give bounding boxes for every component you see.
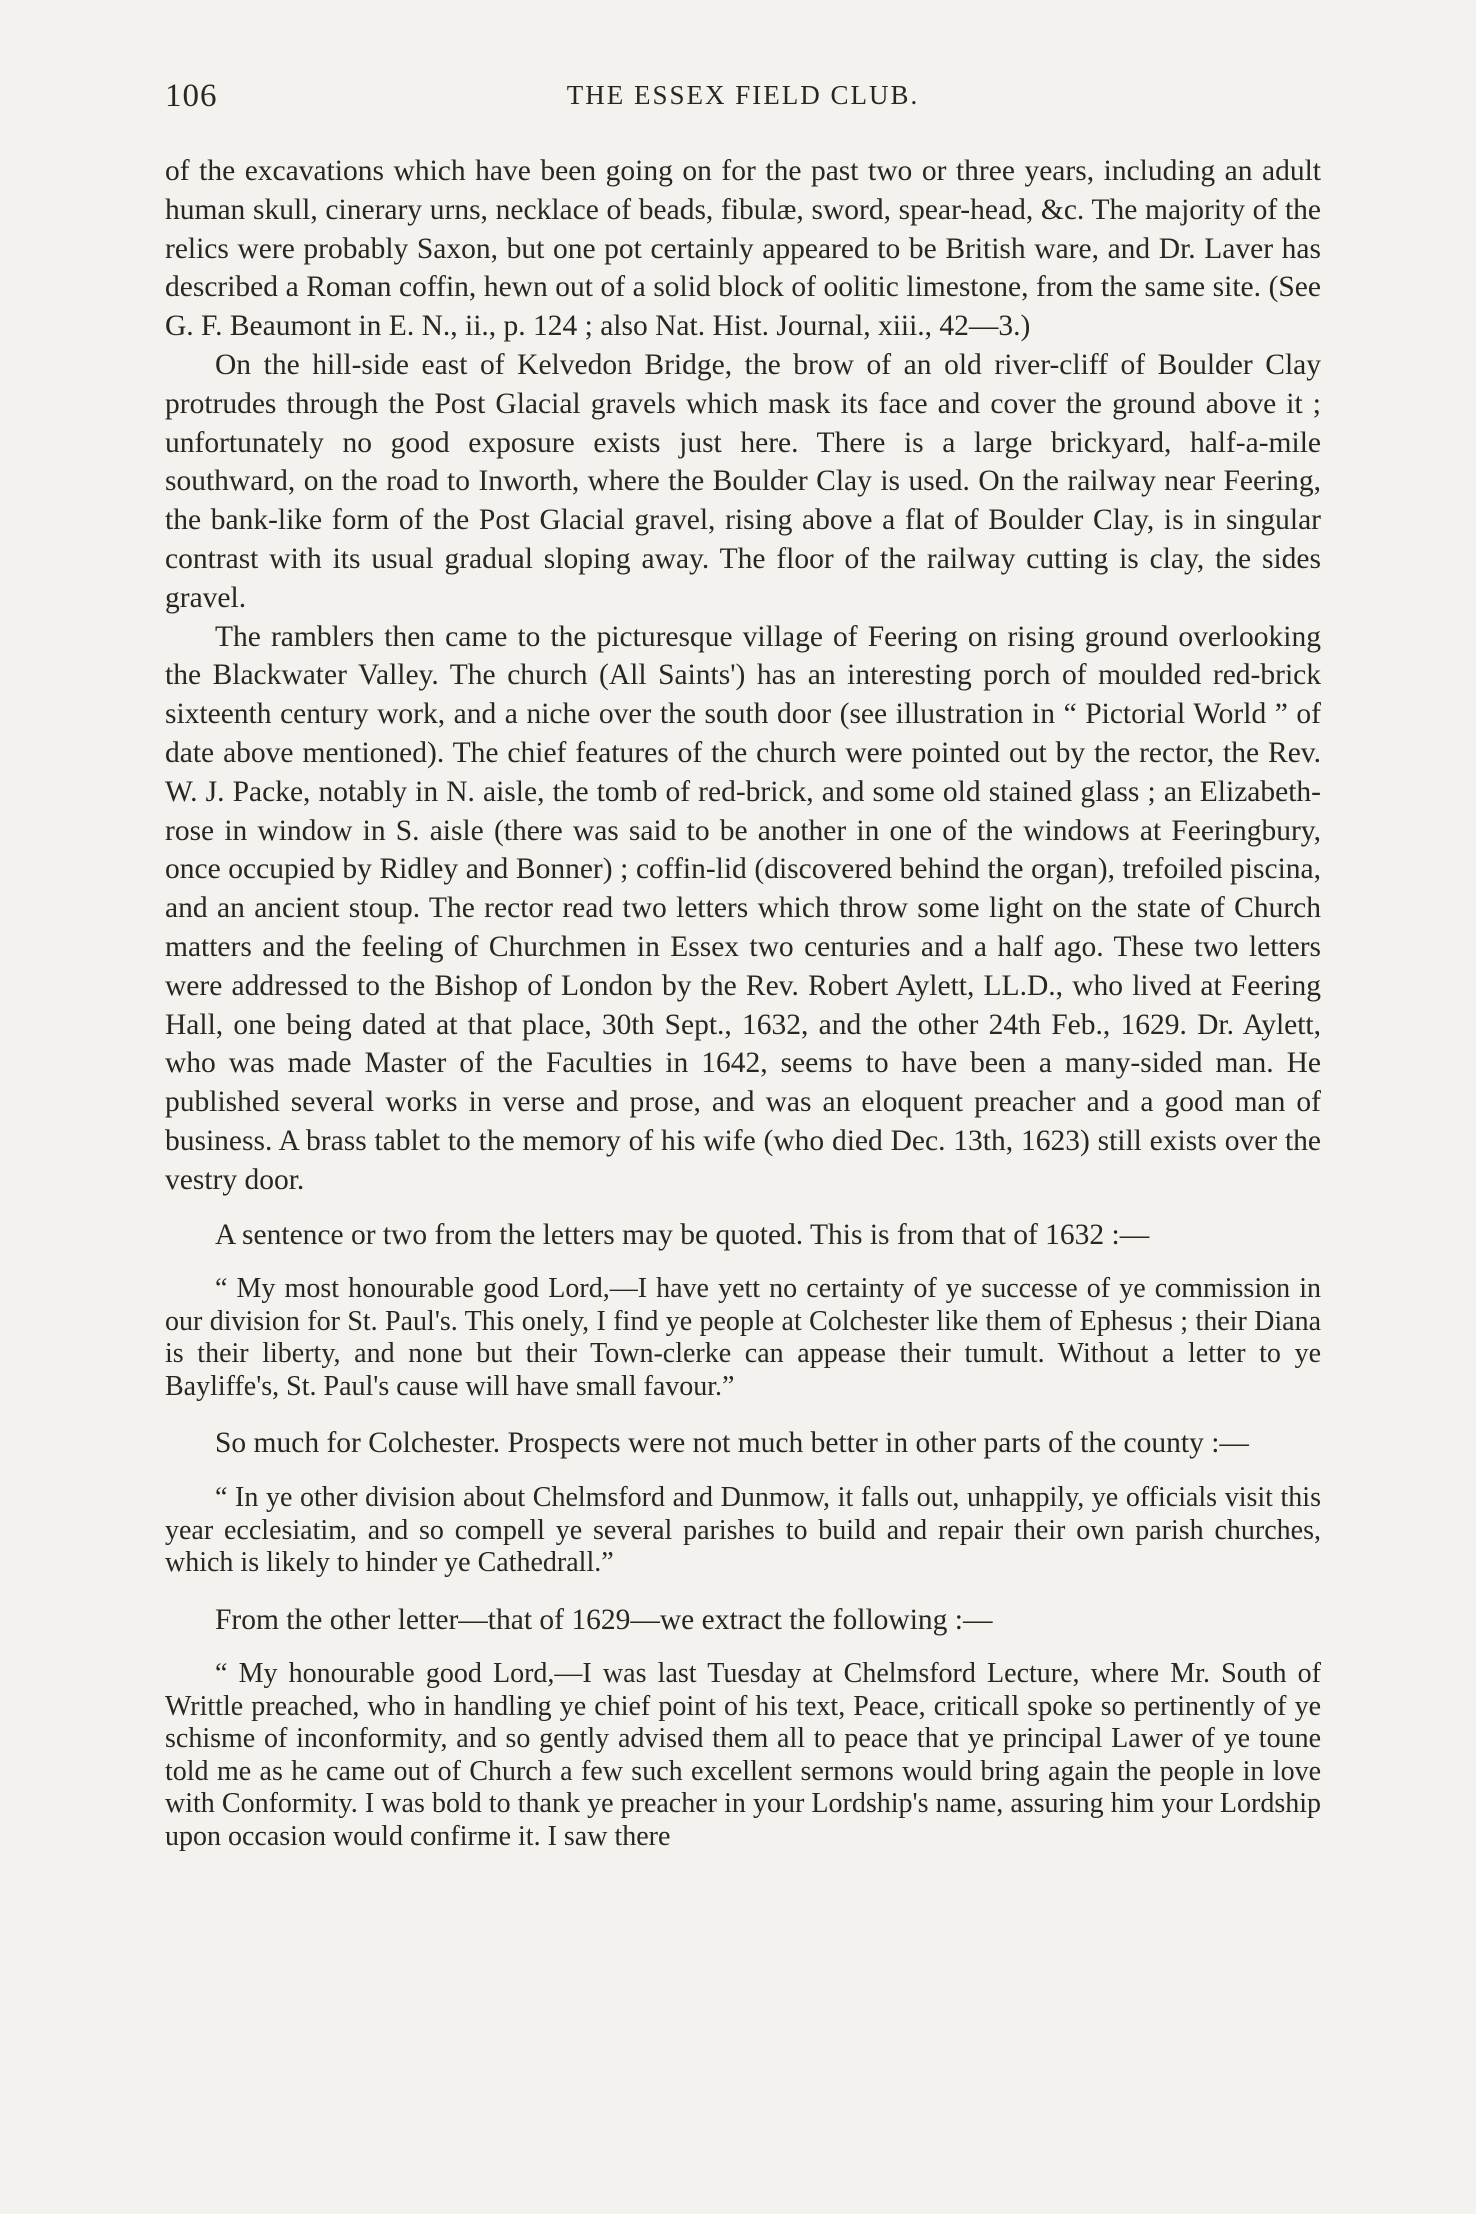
quote-letter-1632: “ My most honourable good Lord,—I have yett no certainty of ye successe of ye commission in our division for St. Paul's. This onely, I find ye people at Colchester like them of Ephesus ; their Diana is their liberty, and none but their Town-clerke can appease their tumult. Without a letter to ye Bayliffe's, St. Paul's cause will have small favour.” — [165, 1273, 1321, 1402]
quote-chelmsford-dunmow: “ In ye other division about Chelmsford and Dunmow, it falls out, unhappily, ye officials visit this year ecclesiatim, and so compell ye several parishes to build and repair their own parish churches, which is likely to hinder ye Cathedrall.” — [165, 1482, 1321, 1579]
lead-paragraph-2: So much for Colchester. Prospects were not much better in other parts of the county :— — [215, 1427, 1249, 1460]
body-text — [165, 152, 1321, 1853]
lead-paragraph-1: A sentence or two from the letters may be quoted. This is from that of 1632 :— — [215, 1218, 1150, 1251]
lead-paragraph-3: From the other letter—that of 1629—we extract the following :— — [215, 1603, 993, 1636]
page-number: 106 — [165, 78, 218, 114]
paragraph-feering: The ramblers then came to the picturesque village of Feering on rising ground overlooking the Blackwater Valley. The church (All Saints') has an interesting porch of moulded red-brick sixteenth century work, and a niche over the south door (see illustration in “ Pictorial World ” of date above mentioned). The chief features of the church were pointed out by the rector, the Rev. W. J. Packe, notably in N. aisle, the tomb of red-brick, and some old stained glass ; an Elizabeth-rose in window in S. aisle (there was said to be another in one of the windows at Feeringbury, once occupied by Ridley and Bonner) ; coffin-lid (discovered behind the organ), trefoiled piscina, and an ancient stoup. The rector read two letters which throw some light on the state of Church matters and the feeling of Churchmen in Essex two centuries and a half ago. These two letters were addressed to the Bishop of London by the Rev. Robert Aylett, LL.D., who lived at Feering Hall, one being dated at that place, 30th Sept., 1632, and the other 24th Feb., 1629. Dr. Aylett, who was made Master of the Faculties in 1642, seems to have been a many-sided man. He published several works in verse and prose, and was an eloquent preacher and a good man of business. A brass tablet to the memory of his wife (who died Dec. 13th, 1623) still exists over the vestry door. — [165, 620, 1321, 1196]
page-header — [165, 78, 1321, 126]
main-text — [165, 152, 1321, 1200]
quote-letter-1629: “ My honourable good Lord,—I was last Tuesday at Chelmsford Lecture, where Mr. South of Writtle preached, who in handling ye chief point of his text, Peace, criticall spoke so pertinently of ye schisme of inconformity, and so gently advised them all to peace that ye principal Lawer of ye toune told me as he came out of Church a few such excellent sermons would bring again the people in love with Conformity. I was bold to thank ye preacher in your Lordship's name, assuring him your Lordship upon occasion would confirme it. I saw there — [165, 1658, 1321, 1852]
paragraph-kelvedon: On the hill-side east of Kelvedon Bridge, the brow of an old river-cliff of Boulder Clay protrudes through the Post Glacial gravels which mask its face and cover the ground above it ; unfortunately no good exposure exists just here. There is a large brickyard, half-a-mile southward, on the road to Inworth, where the Boulder Clay is used. On the railway near Feering, the bank-like form of the Post Glacial gravel, rising above a flat of Boulder Clay, is in singular contrast with its usual gradual sloping away. The floor of the railway cutting is clay, the sides gravel. — [165, 348, 1321, 614]
running-title: THE ESSEX FIELD CLUB. — [566, 80, 920, 110]
paragraph-excavations: of the excavations which have been going on for the past two or three years, including an adult human skull, cinerary urns, necklace of beads, fibulæ, sword, spear-head, &c. The majority of the relics were probably Saxon, but one pot certainly appeared to be British ware, and Dr. Laver has described a Roman coffin, hewn out of a solid block of oolitic limestone, from the same site. (See G. F. Beaumont in E. N., ii., p. 124 ; also Nat. Hist. Journal, xiii., 42—3.) — [165, 155, 1321, 343]
